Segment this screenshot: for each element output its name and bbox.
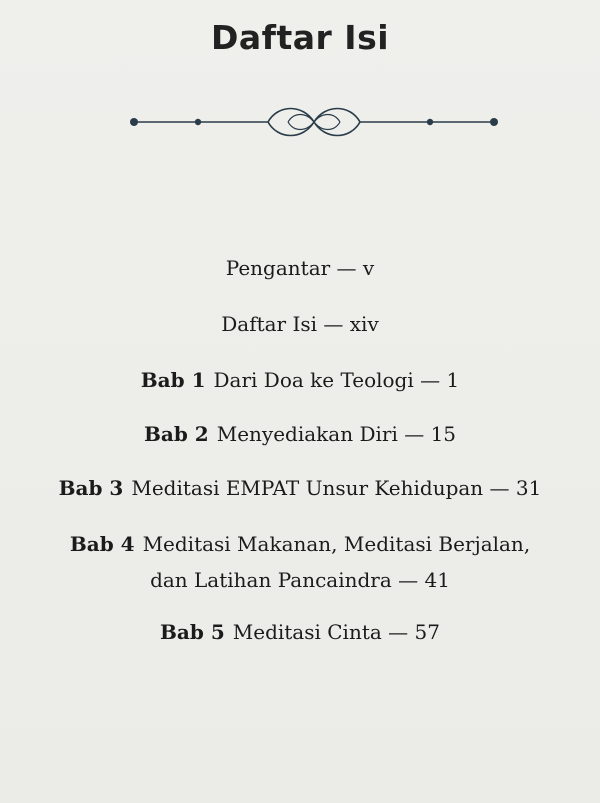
entry-separator: — xyxy=(397,422,431,446)
toc-entry-bab-3 xyxy=(0,474,600,502)
entry-page: 31 xyxy=(515,476,542,500)
entry-page: 57 xyxy=(414,620,440,644)
entry-page: xiv xyxy=(349,312,379,336)
entry-title: Pengantar xyxy=(225,256,331,280)
entry-title: Meditasi Cinta xyxy=(232,620,382,644)
entry-page: 1 xyxy=(446,368,460,392)
entry-separator: — xyxy=(330,256,363,280)
flourish-divider-icon xyxy=(128,100,500,146)
entry-title: Menyediakan Diri xyxy=(216,422,398,446)
chapter-label: Bab 5 xyxy=(160,620,225,644)
chapter-label: Bab 2 xyxy=(143,422,209,446)
entry-title-line2: dan Latihan Pancaindra xyxy=(150,568,392,592)
entry-separator: — xyxy=(413,368,447,392)
entry-separator: — xyxy=(483,476,516,500)
page-title: Daftar Isi xyxy=(210,18,390,57)
entry-separator: — xyxy=(391,568,425,592)
entry-title: Daftar Isi xyxy=(221,312,318,336)
toc-entry-bab-5 xyxy=(0,618,600,646)
toc-entry-bab-1 xyxy=(0,366,600,394)
entry-separator: — xyxy=(317,312,350,336)
entry-page: 15 xyxy=(430,422,457,446)
chapter-label: Bab 3 xyxy=(58,476,124,500)
entry-page: 41 xyxy=(424,568,450,592)
entry-title-continued xyxy=(0,566,600,594)
toc-entry-pengantar xyxy=(0,254,600,282)
entry-title: Meditasi Makanan, Meditasi Berjalan, xyxy=(142,532,531,556)
toc-entry-bab-2 xyxy=(0,420,600,448)
toc-entry-daftar-isi xyxy=(0,310,600,338)
toc-entry-bab-4 xyxy=(0,530,600,594)
chapter-label: Bab 1 xyxy=(140,368,206,392)
entry-page: v xyxy=(362,256,375,280)
entry-title: Meditasi EMPAT Unsur Kehidupan xyxy=(131,476,484,500)
entry-separator: — xyxy=(381,620,415,644)
chapter-label: Bab 4 xyxy=(69,532,135,556)
entry-title: Dari Doa ke Teologi xyxy=(213,368,414,392)
